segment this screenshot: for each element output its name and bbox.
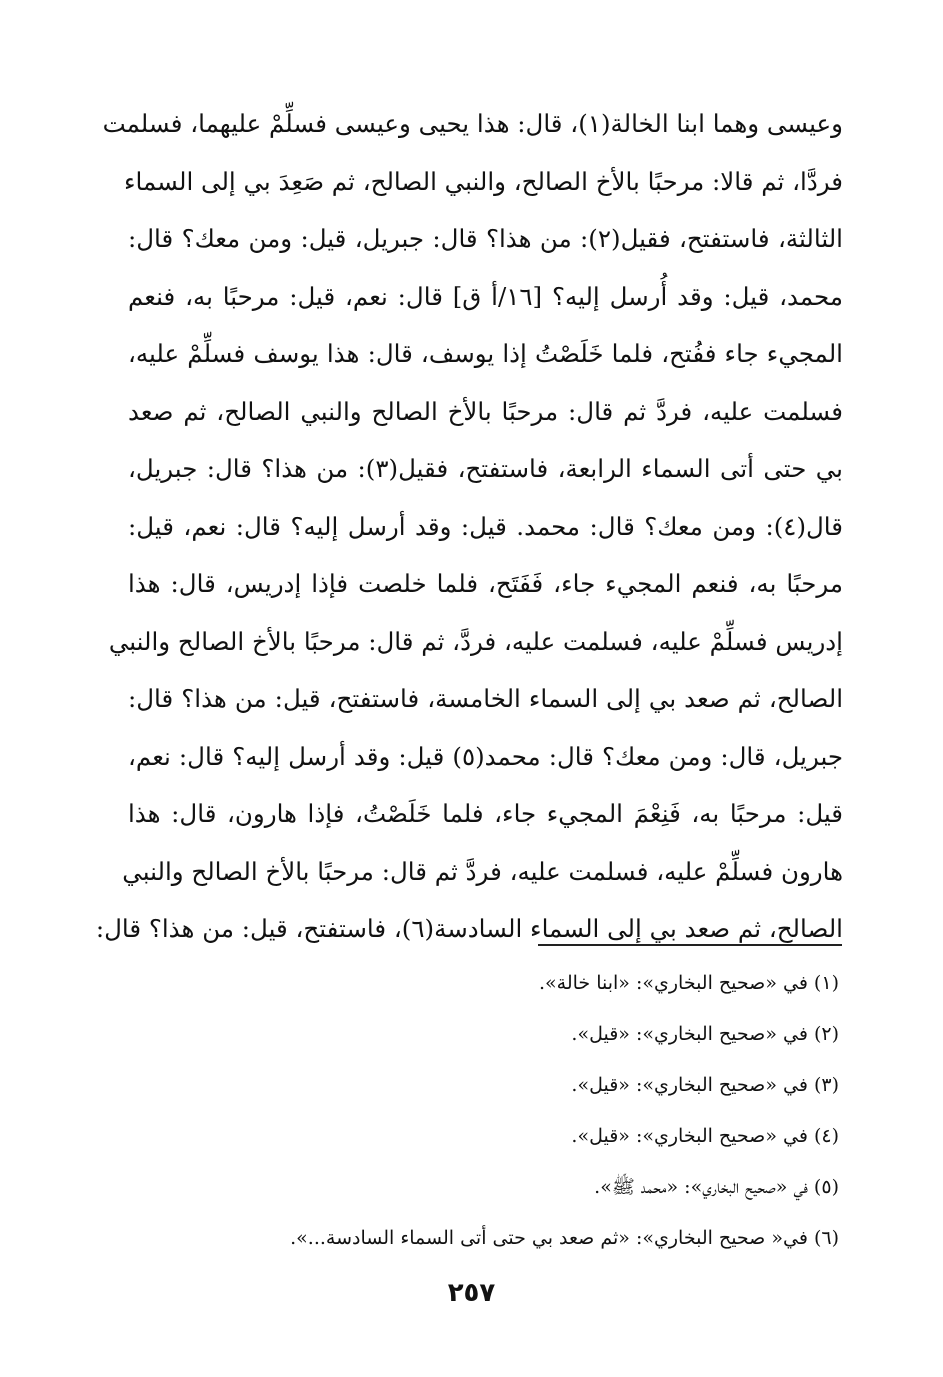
footnote-5: (٥) في «صحيح البخاري»: «محمد ﷺ». [594, 1176, 839, 1198]
text-line: محمد، قيل: وقد أُرسل إليه؟ [١٦/أ ق] قال: نعم، قيل: مرحبًا به، فنعم [128, 281, 843, 311]
footnote-1: (١) في «صحيح البخاري»: «ابنا خالة». [538, 972, 839, 994]
text-line: بي حتى أتى السماء الرابعة، فاستفتح، فقيل(٣): من هذا؟ قال: جبريل، [128, 454, 843, 483]
footnote-3: (٣) في «صحيح البخاري»: «قيل». [571, 1074, 839, 1096]
footnote-4: (٤) في «صحيح البخاري»: «قيل». [571, 1125, 839, 1147]
text-line: قيل: مرحبًا به، فَنِعْمَ المجيء جاء، فلما خَلَصْتُ، فإذا هارون، قال: هذا [128, 799, 843, 828]
text-line: الصالح، ثم صعد بي إلى السماء الخامسة، فاستفتح، قيل: من هذا؟ قال: [128, 684, 843, 713]
footnote-separator [538, 944, 842, 946]
main-text-block [95, 95, 843, 958]
footnote-2: (٢) في «صحيح البخاري»: «قيل». [571, 1023, 839, 1045]
text-line: فسلمت عليه، فردَّ ثم قال: مرحبًا بالأخ الصالح والنبي الصالح، ثم صعد [128, 396, 843, 426]
text-line: المجيء جاء ففُتح، فلما خَلَصْتُ إذا يوسف، قال: هذا يوسف فسلِّمْ عليه، [128, 339, 843, 368]
text-line: قال(٤): ومن معك؟ قال: محمد. قيل: وقد أرسل إليه؟ قال: نعم، قيل: [128, 511, 843, 541]
text-line: جبريل، قال: ومن معك؟ قال: محمد(٥) قيل: وقد أرسل إليه؟ قال: نعم، [128, 741, 843, 771]
text-line: هارون فسلِّمْ عليه، فسلمت عليه، فردَّ ثم قال: مرحبًا بالأخ الصالح والنبي [122, 856, 843, 886]
text-line: مرحبًا به، فنعم المجيء جاء، فَفَتَح، فلما خلصت فإذا إدريس، قال: هذا [128, 569, 843, 598]
footnote-6: (٦) في« صحيح البخاري»: «ثم صعد بي حتى أتى السماء السادسة...». [290, 1227, 839, 1249]
text-line: الصالح، ثم صعد بي إلى السماء السادسة(٦)، فاستفتح، قيل: من هذا؟ قال: [95, 914, 843, 943]
text-line: وعيسى وهما ابنا الخالة(١)، قال: هذا يحيى وعيسى فسلِّمْ عليهما، فسلمت [102, 109, 843, 138]
text-line: الثالثة، فاستفتح، فقيل(٢): من هذا؟ قال: جبريل، قيل: ومن معك؟ قال: [128, 224, 843, 253]
text-line: فردَّا، ثم قالا: مرحبًا بالأخ الصالح، والنبي الصالح، ثم صَعِدَ بي إلى السماء [123, 166, 843, 196]
text-line: إدريس فسلِّمْ عليه، فسلمت عليه، فردَّ، ثم قال: مرحبًا بالأخ الصالح والنبي [108, 626, 843, 656]
footnotes-block [139, 958, 839, 1264]
page-number: ٢٥٧ [447, 1278, 496, 1308]
